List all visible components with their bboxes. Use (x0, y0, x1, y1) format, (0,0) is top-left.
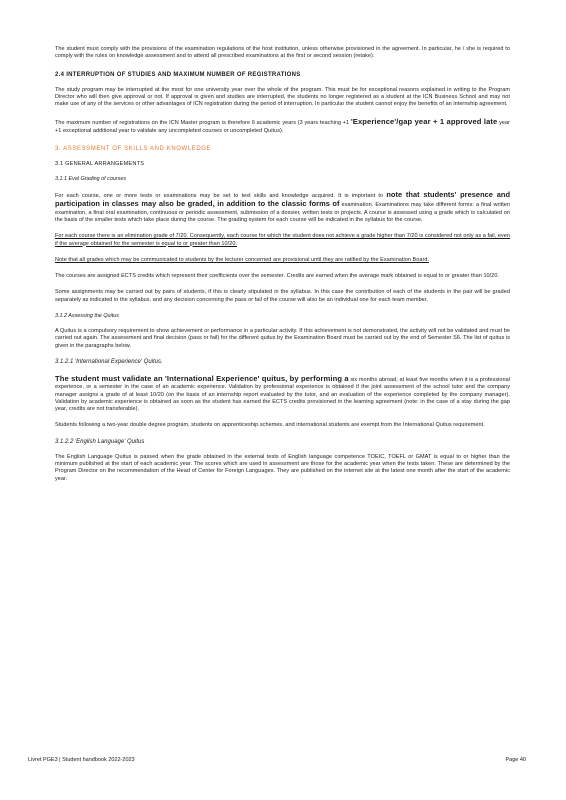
international-text-b: six months abroad, at least five months when it is a professional experience, or a semester in the case of an academic experience. Validation by professional experience is obtained if the joint assessment of the school tutor and the company manager assigns a grade of at least 10/20 (on the basis of an internship report evaluated by the tutor, and an evaluation of the experience completed by the company manager). Validation by academic experience is obtained as soon as the student has earned the ECTS credits provisioned in the learning agreement (note: in the case of a stay during the gap year, credits are not transferable). (55, 376, 510, 413)
max-registrations-text-b: 'Experience'/gap year + 1 approved late (350, 117, 498, 127)
paragraph-pair-assignments: Some assignments may be carried out by pairs of students, if this is clearly stipulated in the syllabus. In this case the contribution of each of the students in the pair will be graded separately as indicated in the syllabus, and any decision concerning the pass or fail of the course will also be an individual one for each team member. (55, 289, 510, 303)
paragraph-quitus: A Quitus is a compulsory requirement to show achievement or performance in a particular activity. If this achievement is not demonstrated, the activity will not be validated and must be carried out again. The assessment and final decision (pass or fail) for the different quitus by the Examination Board must be carried out by the end of Semester S6. The list of quitus is given in the paragraphs below. (55, 328, 510, 349)
paragraph-grading (55, 191, 510, 224)
page-content (55, 46, 510, 483)
footer-handbook-title: Livret PGE3 | Student handbook 2022-2023 (28, 757, 135, 763)
subsection-heading-international-quitus: 3.1.2.1 'International Experience' Quitus. (55, 358, 163, 365)
section-heading-assessment: 3. ASSESSMENT OF SKILLS AND KNOWLEDGE (55, 146, 212, 153)
paragraph-quitus-exemptions: Students following a two-year double degree program, students on apprenticeship schemes, and international students are exempt from the International Quitus requirement. (55, 422, 485, 429)
subsection-heading-grading: 3.1.1 Eval Grading of courses (55, 176, 127, 183)
paragraph-interruption: The study program may be interrupted at the most for one university year over the whole of the program. This must be for exceptional reasons explained in writing to the Program Director who will then give approval or not. If approval is given and studies are interrupted, the students no longer registered as a student at the ICN Business School and may not make use of any of the services or other advantages of ICN registration during the period of interruption. In particular the student cannot enjoy the benefits of an internship agreement. (55, 86, 510, 108)
grading-text-c: examination. Examinations may take different forms: a final written examination, a final oral examination, continuous or periodic assessment, submission of a dossier, written tests or projects. A course is assessed using a grade which is calculated on the basis of the smaller tests which take place during the course. The grading system for each course will be indicated in the syllabus for the course. (55, 202, 510, 223)
paragraph-ects-credits: The courses are assigned ECTS credits which represent their coefficients over the semester. Credits are earned when the average mark obtained is equal to or greater than 10/20. (55, 273, 500, 280)
paragraph-english-quitus: The English Language Quitus is passed when the grade obtained in the external tests of English language competence TOEIC, TOEFL or GMAT is equal to or higher than the minimum published at the start of each academic year. The scores which are used in assessment are those for the academic year when the tests taken. These are determined by the Program Director on the recommendation of the Head of Center for Foreign Languages. They are published on the internet site at the latest one month after the start of the academic year. (55, 453, 510, 482)
subsection-heading-general: 3.1 GENERAL ARRANGEMENTS (55, 161, 145, 168)
paragraph-exam-provisions: The student must comply with the provisions of the examination regulations of the host institution, unless otherwise provisioned in the agreement. In particular, he / she is required to comply with the rules on knowledge assessment and to attend all prescribed examinations at the first or second session (retake). (55, 46, 510, 60)
max-registrations-text-c: year +1 exceptional additional year to validate any uncompleted courses or uncompleted Quitus). (55, 120, 511, 134)
paragraph-provisional-grades: Note that all grades which may be communicated to students by the lecturer concerned are provisional until they are ratified by the Examination Board. (55, 256, 430, 263)
max-registrations-text-a: The maximum number of registrations on the ICN Master program is therefore 6 academic years (3 years teaching +1 (55, 120, 350, 127)
paragraph-elimination-grade: For each course there is an elimination grade of 7/20. Consequently, each course for which the student does not achieve a grade higher than 7/20 is considered not only as a fail, even if the average obtained for the semester is equal to or greater than 10/20. (55, 233, 510, 247)
grading-text-a: For each course, one or more tests or examinations may be set to test skills and knowledge acquired. It is important to (55, 193, 384, 200)
grading-text-b: note that students' presence and participation in classes may also be graded, in addition to the classic forms of (55, 190, 511, 209)
footer-page-number: Page 40 (505, 757, 526, 763)
paragraph-international-experience (55, 374, 510, 413)
subsection-heading-quitus: 3.1.2 Assessing the Quitus (55, 313, 119, 320)
international-text-a: The student must validate an 'International Experience' quitus, by performing a (55, 373, 349, 383)
subsection-heading-english-quitus: 3.1.2.2 'English Language' Quitus (55, 438, 145, 445)
section-heading-interruption: 2.4 INTERRUPTION OF STUDIES AND MAXIMUM NUMBER OF REGISTRATIONS (55, 71, 301, 78)
paragraph-max-registrations (55, 117, 510, 135)
